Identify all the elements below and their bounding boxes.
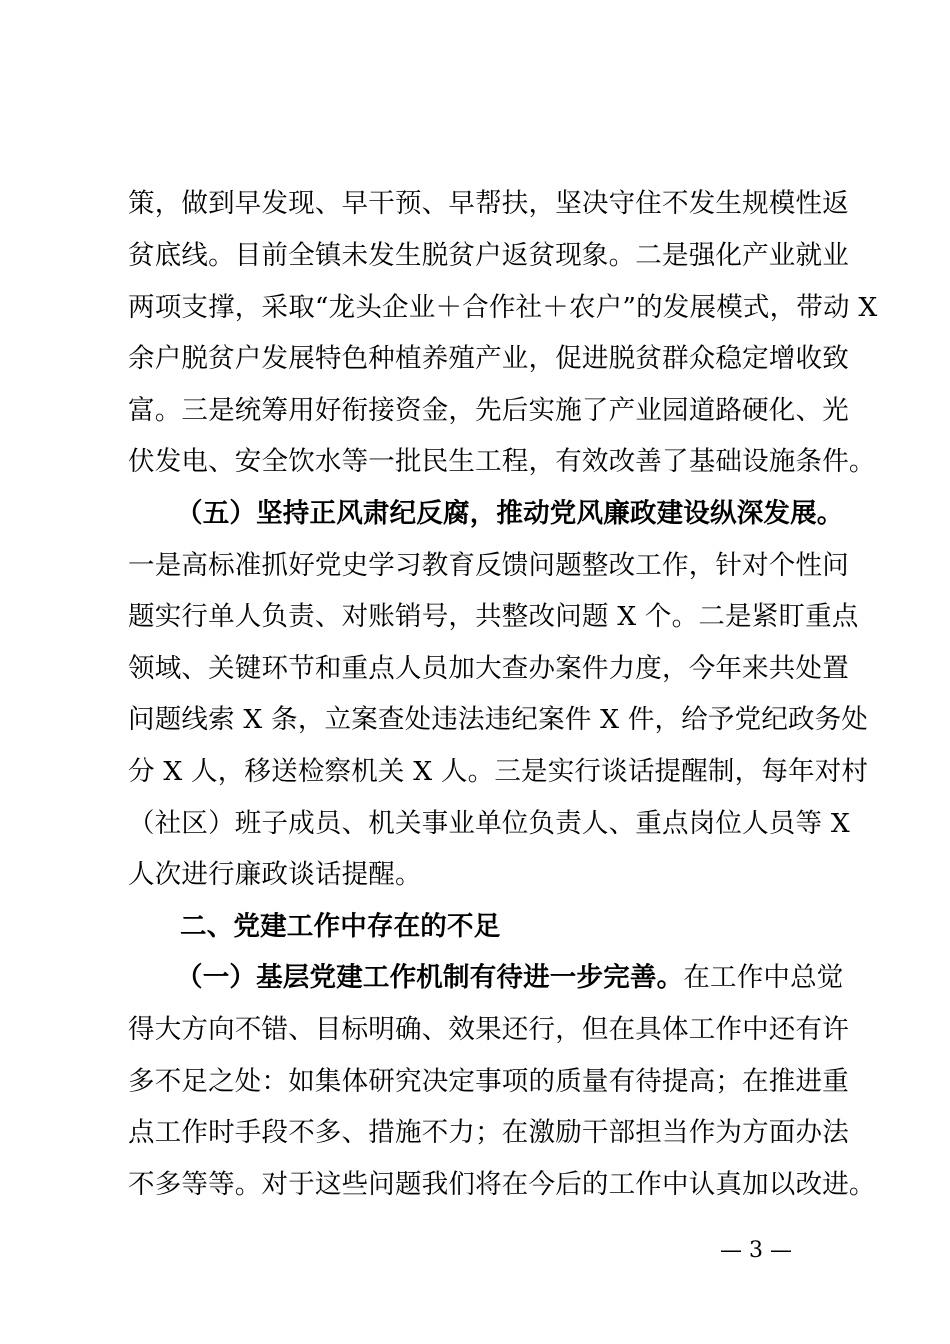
part-heading: 二、党建工作中存在的不足 [180, 911, 501, 942]
page-number: — 3 — [720, 1238, 792, 1263]
body-text-line: 两项支撑，采取“龙头企业＋合作社＋农户”的发展模式，带动 X [128, 292, 878, 323]
body-text-line: 一是高标准抓好党史学习教育反馈问题整改工作，针对个性问 [128, 550, 849, 581]
body-text-line: 伏发电、安全饮水等一批民生工程，有效改善了基础设施条件。 [128, 446, 876, 477]
body-text-line: 题实行单人负责、对账销号，共整改问题 X 个。二是紧盯重点 [128, 601, 859, 632]
body-text-line: 问题线索 X 条，立案查处违法违纪案件 X 件，给予党纪政务处 [128, 704, 869, 735]
body-text-line: 不多等等。对于这些问题我们将在今后的工作中认真加以改进。 [128, 1169, 876, 1200]
section-heading-5: （五）坚持正风肃纪反腐，推动党风廉政建设纵深发展。 [176, 498, 844, 529]
body-text-line: 多不足之处：如集体研究决定事项的质量有待提高；在推进重 [128, 1066, 849, 1097]
body-text-line: 余户脱贫户发展特色种植养殖产业，促进脱贫群众稳定增收致 [128, 343, 849, 374]
body-text-line: （社区）班子成员、机关事业单位负责人、重点岗位人员等 X [128, 808, 850, 839]
body-text-line: 点工作时手段不多、措施不力；在激励干部担当作为方面办法 [128, 1117, 849, 1148]
body-text-line: 策，做到早发现、早干预、早帮扶，坚决守住不发生规模性返 [128, 188, 849, 219]
body-text-line: 贫底线。目前全镇未发生脱贫户返贫现象。二是强化产业就业 [128, 240, 849, 271]
body-text-line: 分 X 人，移送检察机关 X 人。三是实行谈话提醒制，每年对村 [128, 756, 869, 787]
body-text-span: 在工作中总觉 [683, 962, 844, 993]
body-text-line: 富。三是统筹用好衔接资金，先后实施了产业园道路硬化、光 [128, 395, 849, 426]
body-text-line: 领域、关键环节和重点人员加大查办案件力度，今年来共处置 [128, 653, 849, 684]
body-text-line: 得大方向不错、目标明确、效果还行，但在具体工作中还有许 [128, 1014, 849, 1045]
subsection-heading-1: （一）基层党建工作机制有待进一步完善。 [176, 962, 684, 993]
body-text-line: 人次进行廉政谈话提醒。 [128, 859, 422, 890]
subsection-first-line [176, 960, 844, 996]
